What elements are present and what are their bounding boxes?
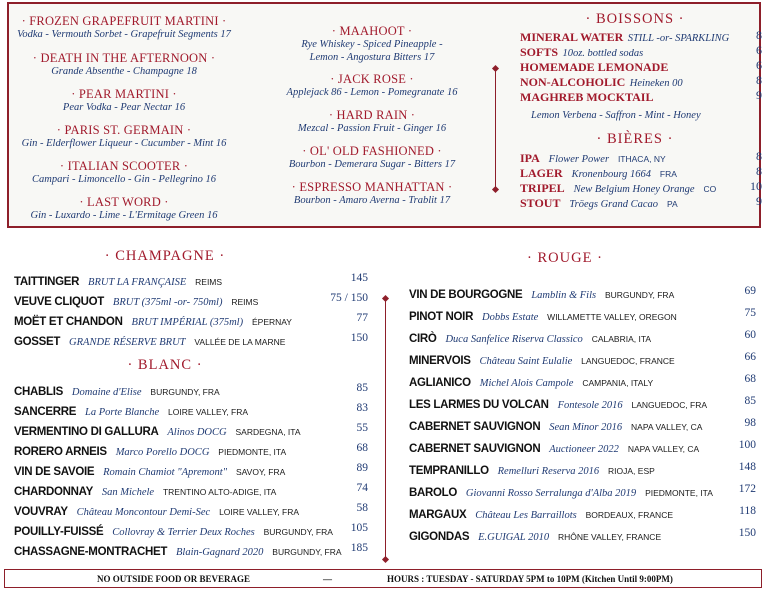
wine-row: MINERVOIS Château Saint Eulalie LANGUEDOC, FRANCE 66 — [409, 351, 756, 367]
wine-row: CIRÒ Duca Sanfelice Riserva Classico CALABRIA, ITA 60 — [409, 329, 756, 345]
champagne-title: · CHAMPAGNE · — [104, 248, 226, 264]
cocktail-item: · LAST WORD · Gin - Luxardo - Lime - L'Ermitage Green 16 — [30, 195, 218, 221]
wine-row: CABERNET SAUVIGNON Sean Minor 2016 NAPA VALLEY, CA 98 — [409, 417, 756, 433]
beverage-row: MINERAL WATER STILL -or- SPARKLING 8 — [520, 28, 762, 44]
wine-row: CABERNET SAUVIGNON Auctioneer 2022 NAPA VALLEY, CA 100 — [409, 439, 756, 455]
cocktail-item: · HARD RAIN · Mezcal - Passion Fruit - Ginger 16 — [297, 108, 447, 134]
divider — [495, 68, 496, 190]
footer-separator: — — [323, 574, 332, 584]
bieres-title: · BIÈRES · — [596, 131, 674, 147]
divider-diamond — [382, 556, 389, 563]
wine-row: VOUVRAY Château Moncontour Demi-Sec LOIRE VALLEY, FRA 58 — [14, 502, 368, 518]
beverage-row: SOFTS 10oz. bottled sodas 6 — [520, 43, 762, 59]
beer-row: STOUT Tröegs Grand Cacao PA 9 — [520, 194, 762, 210]
wine-row: VIN DE SAVOIE Romain Chamiot "Apremont" SAVOY, FRA 89 — [14, 462, 368, 478]
beer-row: LAGER Kronenbourg 1664 FRA 8 — [520, 164, 762, 180]
cocktail-item: · PEAR MARTINI · Pear Vodka - Pear Nectar 16 — [62, 87, 186, 113]
wine-row: CHASSAGNE-MONTRACHET Blain-Gagnard 2020 BURGUNDY, FRA 185 — [14, 542, 368, 558]
beverage-row: NON-ALCOHOLIC Heineken 00 8 — [520, 73, 762, 89]
wine-row: PINOT NOIR Dobbs Estate WILLAMETTE VALLEY, OREGON 75 — [409, 307, 756, 323]
mocktail-desc: Lemon Verbena - Saffron - Mint - Honey — [531, 110, 701, 121]
wine-row: VIN DE BOURGOGNE Lamblin & Fils BURGUNDY, FRA 69 — [409, 285, 756, 301]
wine-row: TEMPRANILLO Remelluri Reserva 2016 RIOJA, ESP 148 — [409, 461, 756, 477]
footer-hours: HOURS : TUESDAY - SATURDAY 5PM to 10PM (Kitchen Until 9:00PM) — [387, 574, 673, 584]
cocktail-item: · OL' OLD FASHIONED · Bourbon - Demerara Sugar - Bitters 17 — [288, 144, 456, 170]
cocktail-item: · ITALIAN SCOOTER · Campari - Limoncello - Gin - Pellegrino 16 — [31, 159, 217, 185]
wine-row: RORERO ARNEIS Marco Porello DOCG PIEDMONTE, ITA 68 — [14, 442, 368, 458]
beverage-row: HOMEMADE LEMONADE 6 — [520, 58, 762, 74]
wine-row: POUILLY-FUISSÉ Collovray & Terrier Deux Roches BURGUNDY, FRA 105 — [14, 522, 368, 538]
wine-row: LES LARMES DU VOLCAN Fontesole 2016 LANGUEDOC, FRA 85 — [409, 395, 756, 411]
wine-row: SANCERRE La Porte Blanche LOIRE VALLEY, FRA 83 — [14, 402, 368, 418]
cocktail-item: · DEATH IN THE AFTERNOON · Grande Absenthe - Champagne 18 — [32, 51, 216, 77]
boissons-title: · BOISSONS · — [585, 11, 685, 27]
cocktail-item: · PARIS ST. GERMAIN · Gin - Elderflower Liqueur - Cucumber - Mint 16 — [21, 123, 227, 149]
wine-row: GIGONDAS E.GUIGAL 2010 RHÔNE VALLEY, FRANCE 150 — [409, 527, 756, 543]
beer-row: TRIPEL New Belgium Honey Orange CO 10 — [520, 179, 762, 195]
beverage-row: MAGHREB MOCKTAIL 9 — [520, 88, 762, 104]
wine-row: VERMENTINO DI GALLURA Alinos DOCG SARDEGNA, ITA 55 — [14, 422, 368, 438]
blanc-title: · BLANC · — [127, 357, 203, 373]
wine-row: CHARDONNAY San Michele TRENTINO ALTO-ADIGE, ITA 74 — [14, 482, 368, 498]
wine-row: CHABLIS Domaine d'Elise BURGUNDY, FRA 85 — [14, 382, 368, 398]
cocktail-item: · JACK ROSE · Applejack 86 - Lemon - Pomegranate 16 — [286, 72, 458, 98]
cocktail-item: · FROZEN GRAPEFRUIT MARTINI · Vodka - Vermouth Sorbet - Grapefruit Segments 17 — [17, 14, 231, 40]
beer-row: IPA Flower Power ITHACA, NY 8 — [520, 149, 762, 165]
wine-row: MOËT ET CHANDON BRUT IMPÉRIAL (375ml) ÉPERNAY 77 — [14, 312, 368, 328]
divider — [385, 298, 386, 560]
cocktail-item: · MAAHOOT · Rye Whiskey - Spiced Pineapple - Lemon - Angostura Bitters 17 — [301, 24, 443, 63]
cocktail-item: · ESPRESSO MANHATTAN · Bourbon - Amaro Averna - Trablit 17 — [291, 180, 453, 206]
wine-row: MARGAUX Château Les Barraillots BORDEAUX, FRANCE 118 — [409, 505, 756, 521]
rouge-title: · ROUGE · — [527, 250, 603, 266]
footer-policy: NO OUTSIDE FOOD OR BEVERAGE — [97, 574, 251, 584]
wine-row: VEUVE CLIQUOT BRUT (375ml -or- 750ml) REIMS 75 / 150 — [14, 292, 368, 308]
wine-row: AGLIANICO Michel Alois Campole CAMPANIA, ITALY 68 — [409, 373, 756, 389]
wine-row: TAITTINGER BRUT LA FRANÇAISE REIMS 145 — [14, 272, 368, 288]
footer-bar — [4, 569, 762, 588]
wine-row: BAROLO Giovanni Rosso Serralunga d'Alba 2019 PIEDMONTE, ITA 172 — [409, 483, 756, 499]
wine-row: GOSSET GRANDE RÉSERVE BRUT VALLÉE DE LA MARNE 150 — [14, 332, 368, 348]
divider-diamond — [382, 295, 389, 302]
